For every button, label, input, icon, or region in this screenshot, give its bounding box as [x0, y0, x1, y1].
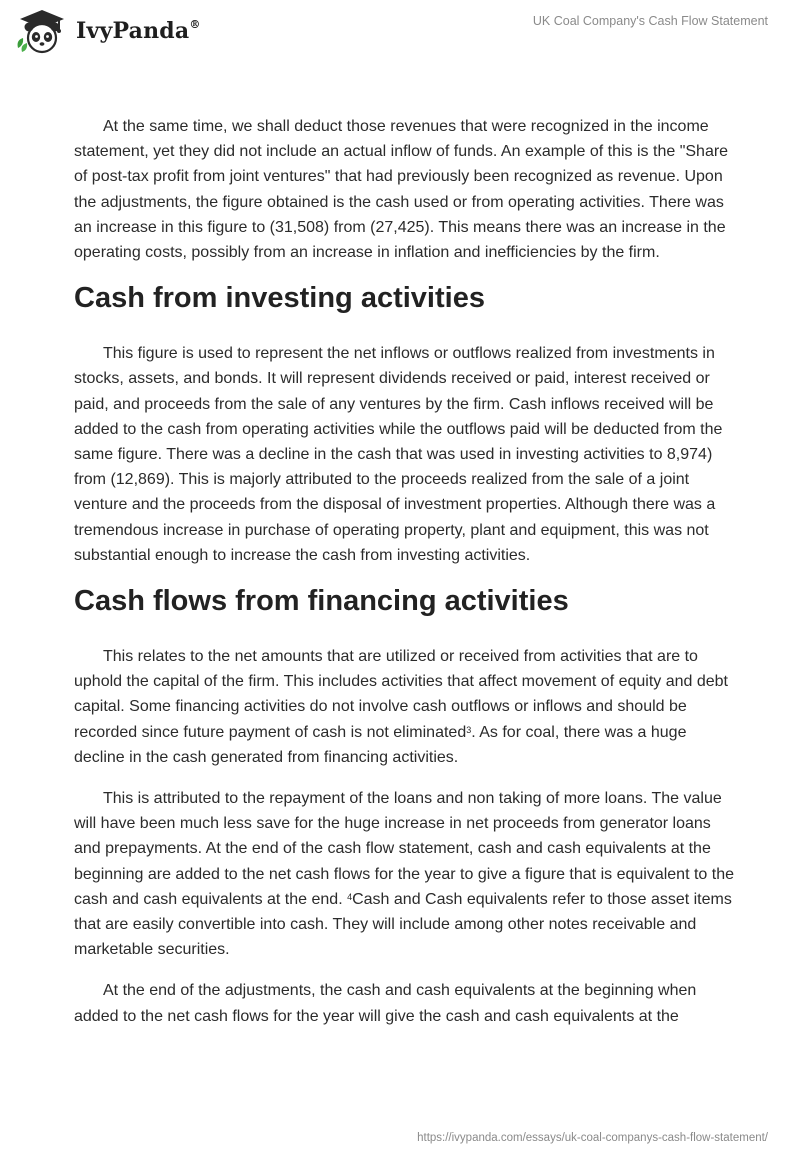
- heading-financing-activities: Cash flows from financing activities: [74, 585, 569, 618]
- essay-content: [74, 114, 734, 1045]
- paragraph-end-adjustments: At the end of the adjustments, the cash and cash equivalents at the beginning when added to the net cash flows for the year will give the cash and cash equivalents at the: [74, 982, 697, 1025]
- footnote-ref[interactable]: 3: [466, 724, 472, 735]
- document-title: UK Coal Company's Cash Flow Statement: [532, 14, 768, 28]
- brand-logo[interactable]: [14, 8, 201, 54]
- brand-name: IvyPanda®: [76, 18, 201, 44]
- source-url[interactable]: https://ivypanda.com/essays/uk-coal-companys-cash-flow-statement/: [417, 1132, 768, 1144]
- paragraph-repayment: This is attributed to the repayment of the loans and non taking of more loans. The value will have been much less save for the huge increase in net proceeds from generator loans and prepayments. At the end of the cash flow statement, cash and cash equivalents at the beginning are added to the net cash flows for the year to give a figure that is equivalent to the cash and cash equivalents at the end. $^4$Cash and Cash equivalents refer to those asset items that are easily convertible into cash. They will include among other notes receivable and marketable securities.: [74, 790, 734, 959]
- footnote-ref[interactable]: 4: [347, 891, 353, 902]
- paragraph-financing: This relates to the net amounts that are utilized or received from activities that are to uphold the capital of the firm. This includes activities that affect movement of equity and debt capital. Some financing activities do not involve cash outflows or inflows and should be recorded since future payment of cash is not eliminated$^3$. As for coal, there was a huge decline in the cash generated from financing activities.: [74, 648, 728, 766]
- registered-mark: ®: [189, 18, 201, 31]
- paragraph-investing: This figure is used to represent the net inflows or outflows realized from investments in stocks, assets, and bonds. It will represent dividends received or paid, interest received or paid, and proceeds from the sale of any ventures by the firm. Cash inflows received will be added to the cash from operating activities while the outflows paid will be deducted from the same figure. There was a decline in the cash that was used in investing activities to 8,974) from (12,869). This is majorly attributed to the proceeds realized from the sale of a joint venture and the proceeds from the disposal of investment properties. Although there was a tremendous increase in purchase of operating property, plant and equipment, this was not substantial enough to increase the cash from investing activities.: [74, 345, 723, 564]
- heading-investing-activities: Cash from investing activities: [74, 282, 485, 315]
- page-header: [0, 0, 800, 70]
- panda-logo-icon: [14, 8, 70, 54]
- paragraph-operating-adjustments: At the same time, we shall deduct those revenues that were recognized in the income statement, yet they did not include an actual inflow of funds. An example of this is the "Share of post-tax profit from joint ventures" that had previously been recognized as revenue. Upon the adjustments, the figure obtained is the cash used or from operating activities. There was an increase in this figure to (31,508) from (27,425). This means there was an increase in the operating costs, possibly from an increase in inflation and inefficiencies by the firm.: [74, 118, 729, 262]
